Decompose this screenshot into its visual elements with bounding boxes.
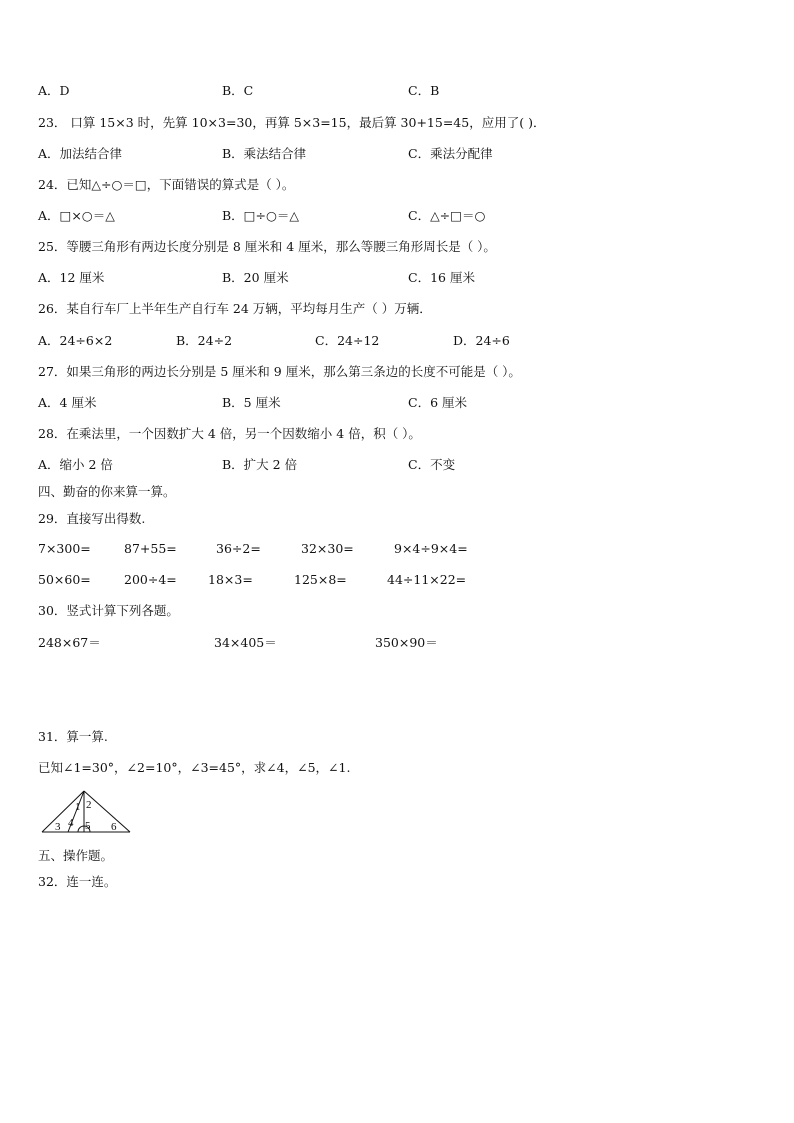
q27-option-c[interactable]: C．6 厘米 <box>408 395 467 410</box>
q22-option-a[interactable]: A．D <box>38 83 70 98</box>
q30-stem: 30．竖式计算下列各题。 <box>38 603 179 618</box>
q29-item: 32×30= <box>301 541 354 556</box>
section-5-heading: 五、操作题。 <box>38 848 114 863</box>
q29-item: 9×4÷9×4= <box>394 541 468 556</box>
q27-stem: 27．如果三角形的两边长分别是 5 厘米和 9 厘米，那么第三条边的长度不可能是（ ）。 <box>38 364 521 379</box>
q24-option-c[interactable]: C．△÷□＝○ <box>408 208 486 223</box>
q24-stem: 24．已知△÷○＝□，下面错误的算式是（ ）。 <box>38 177 295 192</box>
q28-stem: 28．在乘法里，一个因数扩大 4 倍，另一个因数缩小 4 倍，积（ ）。 <box>38 426 421 441</box>
q28-option-b[interactable]: B．扩大 2 倍 <box>222 457 298 472</box>
q22-option-b[interactable]: B．C <box>222 83 254 98</box>
q25-option-c[interactable]: C．16 厘米 <box>408 270 475 285</box>
q23-stem: 23． 口算 15×3 时，先算 10×3=30，再算 5×3=15，最后算 30+15=45，应用了( )． <box>38 115 546 130</box>
q27-option-b[interactable]: B．5 厘米 <box>222 395 281 410</box>
q29-item: 7×300= <box>38 541 91 556</box>
q30-item: 248×67＝ <box>38 635 101 650</box>
q28-option-a[interactable]: A．缩小 2 倍 <box>38 457 113 472</box>
angle-label-1: 1 <box>75 801 81 813</box>
q29-item: 200÷4= <box>124 572 177 587</box>
q32-stem: 32．连一连。 <box>38 874 117 889</box>
q29-item: 36÷2= <box>216 541 261 556</box>
q25-stem: 25．等腰三角形有两边长度分别是 8 厘米和 4 厘米，那么等腰三角形周长是（ ）。 <box>38 239 496 254</box>
angle-label-4: 4 <box>68 817 74 829</box>
q31-given: 已知∠1=30°，∠2=10°，∠3=45°，求∠4，∠5，∠1. <box>38 760 351 775</box>
q23-option-c[interactable]: C．乘法分配律 <box>408 146 493 161</box>
q29-item: 125×8= <box>294 572 347 587</box>
q27-option-a[interactable]: A．4 厘米 <box>38 395 97 410</box>
section-4-heading: 四、勤奋的你来算一算。 <box>38 484 176 499</box>
angle-label-3: 3 <box>55 821 61 833</box>
q26-option-d[interactable]: D．24÷6 <box>453 333 510 348</box>
q29-item: 87+55= <box>124 541 177 556</box>
angle-label-2: 2 <box>86 799 92 811</box>
q30-item: 350×90＝ <box>375 635 438 650</box>
angle-label-6: 6 <box>111 821 117 833</box>
q29-item: 44÷11×22= <box>387 572 467 587</box>
angle-label-5: 5 <box>85 820 91 832</box>
q28-option-c[interactable]: C．不变 <box>408 457 456 472</box>
triangle-right-side <box>84 791 130 832</box>
q22-option-c[interactable]: C．B <box>408 83 440 98</box>
triangle-angle-figure <box>38 788 134 836</box>
q29-item: 50×60= <box>38 572 91 587</box>
q24-option-a[interactable]: A．□×○＝△ <box>38 208 115 223</box>
q25-option-b[interactable]: B．20 厘米 <box>222 270 289 285</box>
q26-option-b[interactable]: B．24÷2 <box>176 333 233 348</box>
q29-item: 18×3= <box>208 572 253 587</box>
q23-option-b[interactable]: B．乘法结合律 <box>222 146 307 161</box>
q30-item: 34×405＝ <box>214 635 277 650</box>
q25-option-a[interactable]: A．12 厘米 <box>38 270 105 285</box>
q24-option-b[interactable]: B．□÷○＝△ <box>222 208 299 223</box>
q31-stem: 31．算一算. <box>38 729 108 744</box>
q26-option-c[interactable]: C．24÷12 <box>315 333 380 348</box>
q26-option-a[interactable]: A．24÷6×2 <box>38 333 113 348</box>
q29-stem: 29．直接写出得数. <box>38 511 146 526</box>
q26-stem: 26．某自行车厂上半年生产自行车 24 万辆，平均每月生产（ ）万辆． <box>38 301 432 316</box>
q23-option-a[interactable]: A．加法结合律 <box>38 146 123 161</box>
